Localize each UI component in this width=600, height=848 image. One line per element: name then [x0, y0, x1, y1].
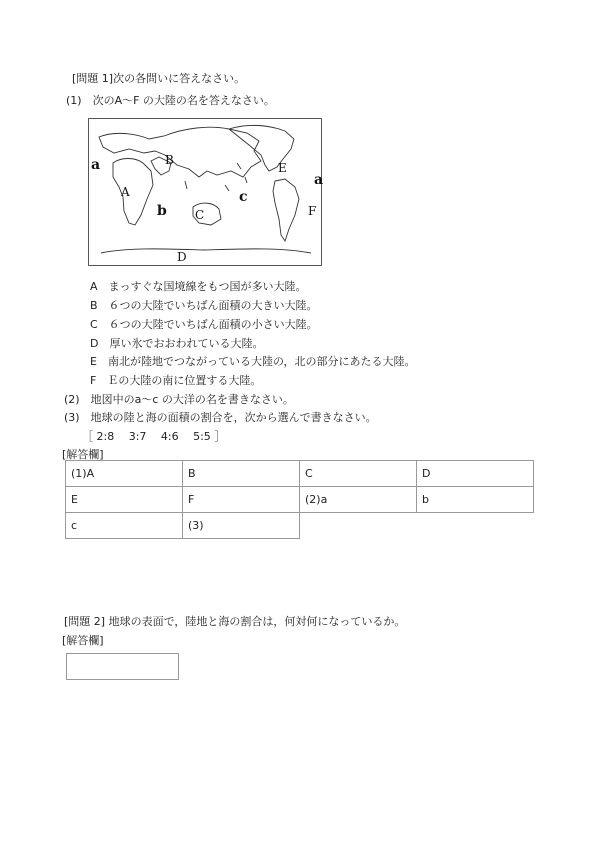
answer-cell-1-D[interactable]: D — [417, 461, 534, 487]
map-label-C: C — [195, 208, 205, 222]
q1-item-D: D 厚い氷でおおわれている大陸。 — [90, 337, 264, 350]
map-label-E: E — [278, 161, 287, 175]
map-label-B: B — [165, 153, 174, 167]
map-label-a-left: a — [91, 157, 101, 173]
world-map — [88, 118, 322, 266]
answer-cell-1-C[interactable]: C — [300, 461, 417, 487]
q1-item-C: C ６つの大陸でいちばん面積の小さい大陸。 — [90, 318, 318, 331]
map-label-a-right: a — [314, 172, 324, 188]
q1-sub2: (2) 地図中のa～c の大洋の名を書きなさい。 — [64, 393, 294, 406]
q1-answer-table — [65, 460, 534, 539]
q1-item-B: B ６つの大陸でいちばん面積の大きい大陸。 — [90, 299, 318, 312]
q1-item-E: E 南北が陸地でつながっている大陸の，北の部分にあたる大陸。 — [90, 355, 416, 368]
q1-answer-label: [解答欄] — [62, 448, 104, 461]
answer-row — [66, 461, 534, 487]
q2-answer-label: [解答欄] — [62, 634, 104, 647]
map-label-A: A — [121, 185, 130, 199]
q1-sub1: (1) 次のA～F の大陸の名を答えなさい。 — [66, 94, 275, 107]
answer-cell-3[interactable]: (3) — [183, 513, 300, 539]
answer-row — [66, 513, 534, 539]
map-label-c: c — [239, 189, 248, 205]
blank-cell — [417, 513, 534, 539]
answer-cell-1-B[interactable]: B — [183, 461, 300, 487]
map-label-b: b — [157, 203, 167, 219]
answer-row — [66, 487, 534, 513]
q2-title: [問題 2] 地球の表面で，陸地と海の割合は，何対何になっているか。 — [64, 615, 406, 628]
answer-cell-2-c[interactable]: c — [66, 513, 183, 539]
answer-cell-1-A[interactable]: (1)A — [66, 461, 183, 487]
q1-sub3: (3) 地球の陸と海の面積の割合を，次から選んで書きなさい。 — [64, 411, 377, 424]
map-label-F: F — [308, 204, 317, 218]
answer-cell-1-F[interactable]: F — [183, 487, 300, 513]
blank-cell — [300, 513, 417, 539]
q1-title: [問題 1]次の各問いに答えなさい。 — [72, 72, 246, 85]
answer-cell-2-a[interactable]: (2)a — [300, 487, 417, 513]
answer-cell-2-b[interactable]: b — [417, 487, 534, 513]
q1-choices: ［ 2:8 3:7 4:6 5:5 ］ — [82, 430, 226, 443]
q2-answer-box[interactable] — [66, 653, 179, 680]
q1-item-A: A まっすぐな国境線をもつ国が多い大陸。 — [90, 280, 307, 293]
answer-cell-1-E[interactable]: E — [66, 487, 183, 513]
map-label-D: D — [177, 250, 187, 264]
q1-item-F: F Ｅの大陸の南に位置する大陸。 — [90, 374, 262, 387]
